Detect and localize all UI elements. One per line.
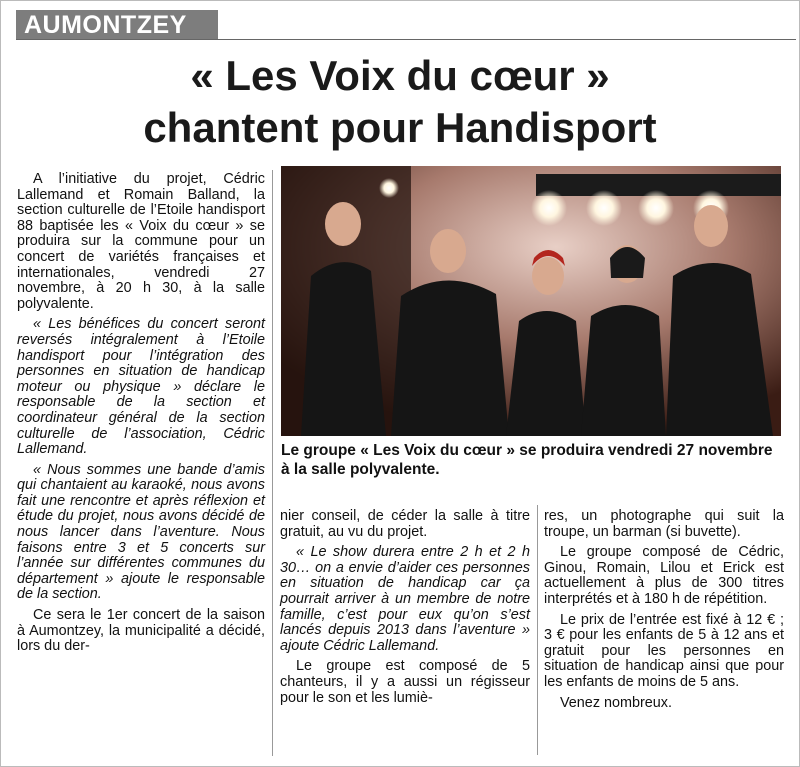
paragraph: res, un photographe qui suit la troupe, un barman (si buvette). <box>544 508 784 540</box>
paragraph: Le prix de l’entrée est fixé à 12 € ; 3 € pour les enfants de 5 à 12 ans et gratuit pour les personnes en situation de handicap ainsi que pour les enfants de moins de 5 ans. <box>544 611 784 690</box>
paragraph: « Les bénéfices du concert seront reversés intégralement à l’Etoile handisport pour l’intégration des personnes en situation de handicap moteur ou physique » déclare le responsable de la section et coordinateur général de la section culturelle de l’association, Cédric Lallemand. <box>17 316 265 458</box>
band-photo-illustration <box>281 166 781 436</box>
kicker-rule <box>16 39 796 40</box>
band-photo <box>281 166 781 436</box>
column-divider <box>537 505 538 755</box>
paragraph: Le groupe composé de Cédric, Ginou, Romain, Lilou et Erick est actuellement à plus de 300 titres interprétés et à 180 h de répétition. <box>544 544 784 607</box>
headline-line-1: « Les Voix du cœur » <box>190 52 610 99</box>
paragraph: Venez nombreux. <box>560 694 672 711</box>
article-column-2 <box>280 509 530 706</box>
article-column-3 <box>544 509 784 711</box>
paragraph: nier conseil, de céder la salle à titre gratuit, au vu du projet. <box>280 508 530 540</box>
article-column-1 <box>17 172 265 655</box>
column-divider <box>272 170 273 756</box>
paragraph: « Nous sommes une bande d’amis qui chantaient au karaoké, nous avons fait une rencontre et après réflexion et étude du projet, nous avons décidé de nous lancer dans l’aventure. Nous faisons entre 3 et 5 concerts sur l’année sur différentes communes du département » ajoute le responsable de la section. <box>17 461 265 603</box>
headline <box>0 50 800 154</box>
paragraph: Le groupe est composé de 5 chanteurs, il y a aussi un régisseur pour le son et les lumiè- <box>280 658 530 706</box>
paragraph: A l’initiative du projet, Cédric Lallemand et Romain Balland, la section culturelle de l’Etoile handisport 88 baptisée les « Voix du cœur » se produira sur la commune pour un concert de variétés françaises et internationales, vendredi 27 novembre, à 20 h 30, à la salle polyvalente. <box>17 171 265 312</box>
paragraph: Ce sera le 1er concert de la saison à Aumontzey, la municipalité a décidé, lors du der- <box>17 607 265 655</box>
headline-line-2: chantent pour Handisport <box>143 104 657 151</box>
photo-caption: Le groupe « Les Voix du cœur » se produira vendredi 27 novembre à la salle polyvalente. <box>281 442 773 478</box>
paragraph: « Le show durera entre 2 h et 2 h 30… on a envie d’aider ces personnes en situation de handicap car ça pourrait arriver à un membre de notre famille, c’est pour eux qu’on s’est lancés depuis 2013 dans l’aventure » ajoute Cédric Lallemand. <box>280 544 530 654</box>
section-kicker: AUMONTZEY <box>16 10 218 40</box>
